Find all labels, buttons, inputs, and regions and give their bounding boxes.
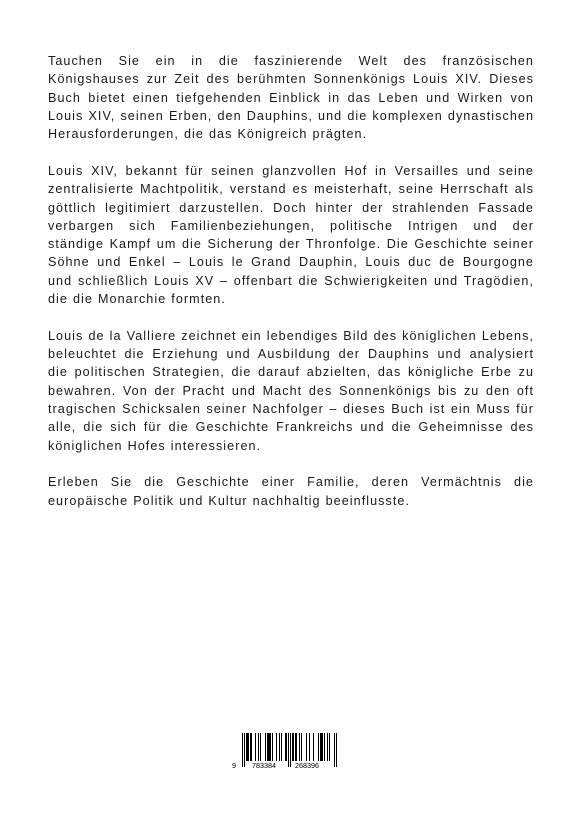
barcode-bar-4	[248, 733, 249, 761]
barcode-bar-25	[295, 733, 296, 761]
barcode-right-digits: 268396	[295, 761, 319, 770]
barcode-bar-7	[255, 733, 256, 761]
barcode-bar-27	[299, 733, 300, 761]
barcode-bar-5	[250, 733, 251, 761]
barcode-bar-26	[296, 733, 297, 761]
barcode-bar-36	[324, 733, 325, 761]
blurb-paragraph-3: Louis de la Valliere zeichnet ein lebendiges Bild des königlichen Lebens, beleuchtet die Erziehung und Ausbildung der Dauphins und analysiert die politischen Strategien, die darauf abzielten, das königliche Erbe zu bewahren. Von der Pracht und Macht des Sonnenkönigs bis zu den oft tragischen Schicksalen seiner Nachfolger – dieses Buch ist ein Muss für alle, die sich für die Geschichte Frankreichs und die Geheimnisse des königlichen Hofes interessieren.	[48, 328, 534, 453]
barcode-bar-9	[260, 733, 261, 761]
isbn-barcode	[231, 733, 341, 769]
barcode-bar-28	[301, 733, 302, 761]
blurb-paragraph-1: Tauchen Sie ein in die faszinierende Welt des französischen Königshauses zur Zeit des berühmten Sonnenkönigs Louis XIV. Dieses Buch bietet einen tiefgehenden Einblick in das Leben und Wirken von Louis XIV, seinen Erben, den Dauphins, und die komplexen dynastischen Herausforderungen, die das Königreich prägten.	[48, 54, 534, 142]
barcode-first-digit: 9	[232, 761, 236, 770]
barcode-bar-37	[327, 733, 328, 761]
barcode-bar-38	[329, 733, 330, 761]
barcode-bar-34	[321, 733, 322, 761]
barcode-bar-3	[247, 733, 248, 761]
barcode-bar-29	[306, 733, 307, 761]
barcode-digits	[231, 761, 341, 771]
barcode-bar-18	[281, 733, 282, 761]
back-cover-blurb	[48, 52, 534, 529]
barcode-bar-24	[293, 733, 294, 761]
barcode-bar-6	[251, 733, 252, 761]
barcode-bar-31	[313, 733, 314, 761]
barcode-bar-32	[318, 733, 319, 761]
barcode-bar-15	[272, 733, 273, 761]
barcode-bar-11	[267, 733, 268, 761]
barcode-bar-14	[270, 733, 271, 761]
blurb-paragraph-2: Louis XIV, bekannt für seinen glanzvollen Hof in Versailles und seine zentralisierte Machtpolitik, verstand es meisterhaft, seine Herrschaft als göttlich legitimiert darzustellen. Doch hinter der strahlenden Fassade verbargen sich Familienbeziehungen, politische Intrigen und der ständige Kampf um die Sicherung der Thronfolge. Die Geschichte seiner Söhne und Enkel – Louis le Grand Dauphin, Louis duc de Bourgogne und schließlich Louis XV – offenbart die Schwierigkeiten und Tragödien, die die Monarchie formten.	[48, 163, 534, 307]
barcode-left-digits: 783384	[252, 761, 276, 770]
barcode-bar-30	[309, 733, 310, 761]
barcode-bar-2	[246, 733, 247, 761]
barcode-bar-33	[320, 733, 321, 761]
blurb-paragraph-4: Erleben Sie die Geschichte einer Familie, deren Vermächtnis die europäische Politik und Kultur nachhaltig beeinflusste.	[48, 475, 534, 508]
barcode-bar-23	[292, 733, 293, 761]
barcode-bar-35	[322, 733, 323, 761]
barcode-bar-17	[279, 733, 280, 761]
barcode-bar-20	[286, 733, 287, 761]
barcode-bar-16	[276, 733, 277, 761]
barcode-bar-12	[268, 733, 269, 761]
barcode-bar-10	[265, 733, 266, 761]
barcode-bar-13	[269, 733, 270, 761]
barcode-bar-8	[258, 733, 259, 761]
barcode-bar-19	[285, 733, 286, 761]
